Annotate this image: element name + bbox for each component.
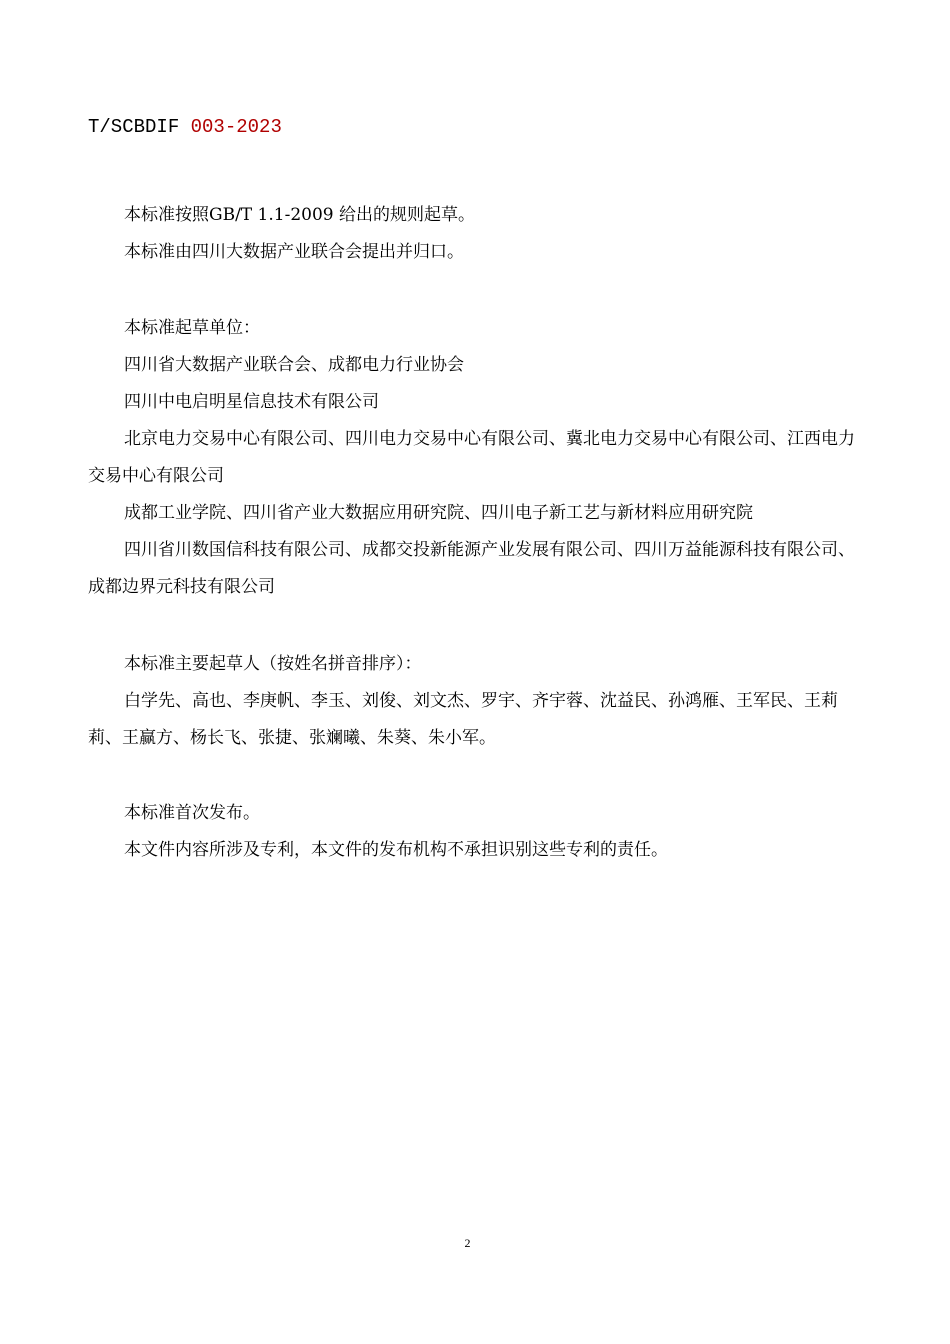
proposed-by-paragraph: 本标准由四川大数据产业联合会提出并归口。 bbox=[124, 242, 464, 262]
document-code bbox=[88, 116, 282, 138]
units-heading: 本标准起草单位： bbox=[124, 318, 260, 338]
foreword-section bbox=[88, 197, 866, 271]
drafting-rule-paragraph: 本标准按照GB/T 1.1-2009 给出的规则起草。 bbox=[124, 205, 475, 225]
unit-line: 四川中电启明星信息技术有限公司 bbox=[124, 392, 379, 412]
unit-line: 北京电力交易中心有限公司、四川电力交易中心有限公司、冀北电力交易中心有限公司、江西电力交易中心有限公司 bbox=[88, 429, 855, 486]
first-release-paragraph: 本标准首次发布。 bbox=[124, 803, 260, 823]
page-number: 2 bbox=[464, 1236, 471, 1250]
drafters-heading: 本标准主要起草人（按姓名拼音排序）： bbox=[124, 654, 422, 674]
release-section bbox=[88, 795, 866, 869]
unit-line: 四川省川数国信科技有限公司、成都交投新能源产业发展有限公司、四川万益能源科技有限公司、成都边界元科技有限公司 bbox=[88, 540, 855, 597]
unit-line: 四川省大数据产业联合会、成都电力行业协会 bbox=[124, 355, 464, 375]
unit-line: 成都工业学院、四川省产业大数据应用研究院、四川电子新工艺与新材料应用研究院 bbox=[124, 503, 753, 523]
document-code-number: 003-2023 bbox=[190, 116, 282, 138]
drafters-list: 白学先、高也、李庚帆、李玉、刘俊、刘文杰、罗宇、齐宇蓉、沈益民、孙鸿雁、王军民、王莉莉、王赢方、杨长飞、张捷、张斓曦、朱葵、朱小军。 bbox=[88, 691, 838, 748]
patent-notice-paragraph: 本文件内容所涉及专利，本文件的发布机构不承担识别这些专利的责任。 bbox=[124, 840, 668, 860]
drafters-section bbox=[88, 646, 866, 757]
drafting-units-section bbox=[88, 310, 866, 606]
document-code-prefix: T/SCBDIF bbox=[88, 116, 191, 138]
